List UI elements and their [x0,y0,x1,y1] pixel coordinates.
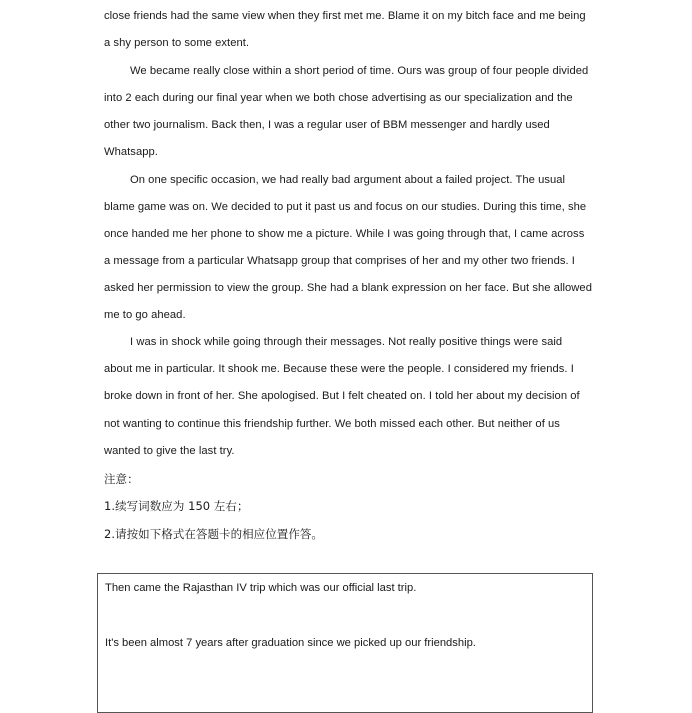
passage-line: broke down in front of her. She apologised. But I felt cheated on. I told her about my decision of [104,390,580,402]
notes-heading: 注意： [104,472,139,486]
answer-box [97,573,593,713]
answer-prompt-paragraph-1: Then came the Rajasthan IV trip which was our official last trip. [105,582,417,594]
passage-line: I was in shock while going through their messages. Not really positive things were said [130,336,563,348]
passage-line: other two journalism. Back then, I was a regular user of BBM messenger and hardly used [104,119,550,131]
passage-line: not wanting to continue this friendship further. We both missed each other. But neither of us [104,418,560,430]
notes-item-word-count: 1.续写词数应为 150 左右； [104,499,249,513]
passage-line: blame game was on. We decided to put it past us and focus on our studies. During this time, she [104,201,587,213]
passage-line: me to go ahead. [104,309,186,321]
notes-item-format: 2.请按如下格式在答题卡的相应位置作答。 [104,527,323,541]
passage-line: Whatsapp. [104,146,158,158]
passage-line: asked her permission to view the group. She had a blank expression on her face. But she allowed [104,282,592,294]
passage-line: On one specific occasion, we had really bad argument about a failed project. The usual [130,174,566,186]
answer-prompt-paragraph-2: It's been almost 7 years after graduation since we picked up our friendship. [105,637,476,649]
passage-line: into 2 each during our final year when we both chose advertising as our specialization and the [104,92,573,104]
passage-line: a message from a particular Whatsapp group that comprises of her and my other two friends. I [104,255,575,267]
passage-line: We became really close within a short period of time. Ours was group of four people divided [130,65,589,77]
passage-line: wanted to give the last try. [104,445,235,457]
passage-line: about me in particular. It shook me. Because these were the people. I considered my friends. I [104,363,574,375]
passage-line: once handed me her phone to show me a picture. While I was going through that, I came across [104,228,585,240]
passage-line: a shy person to some extent. [104,37,250,49]
passage-line: close friends had the same view when they first met me. Blame it on my bitch face and me being [104,10,586,22]
